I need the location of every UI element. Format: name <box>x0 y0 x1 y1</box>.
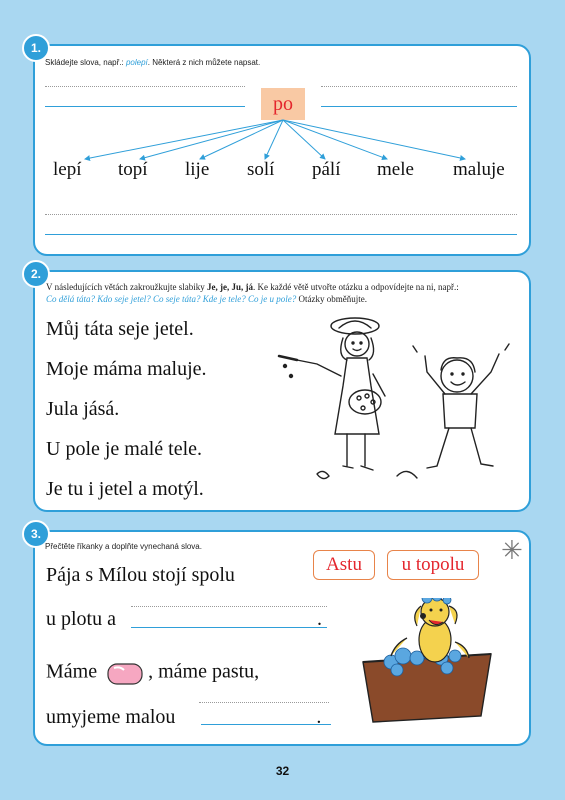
writing-line[interactable] <box>321 106 517 107</box>
word-lije: lije <box>185 159 210 180</box>
exercise-1-card <box>30 41 531 256</box>
exercise-2-number: 2. <box>22 260 50 288</box>
soap-icon <box>104 658 146 688</box>
syllable-box: po <box>261 88 305 120</box>
word-choice-astu[interactable]: Astu <box>313 550 375 580</box>
word-pali: pálí <box>312 159 341 180</box>
page-number: 32 <box>275 764 290 778</box>
arrow <box>283 120 465 159</box>
writing-dotted-line <box>45 86 245 87</box>
arrow <box>85 120 283 159</box>
sentence-4: U pole je malé tele. <box>46 438 203 460</box>
writing-line[interactable] <box>45 234 517 235</box>
arrow <box>265 120 283 159</box>
sentence-1: Můj táta seje jetel. <box>46 318 194 340</box>
word-lepi: lepí <box>53 159 82 180</box>
arrow <box>283 120 387 159</box>
example-questions: Co dělá táta? Kdo seje jetel? Co seje táta? Kde je tele? Co je u pole? <box>46 294 297 304</box>
arrow <box>200 120 283 159</box>
exercise-2-card <box>30 267 531 512</box>
exercise-2-instruction: V následujících větách zakroužkujte slabiky Je, je, Ju, já. Ke každé větě utvořte otázku a odpovídejte na ni, např.: Co dělá táta? Kdo seje jetel? Co seje táta? Kde je tele? Co je u pole? Otázky obměňujte. <box>46 282 459 304</box>
writing-dotted-line <box>131 606 327 607</box>
exercise-3-card <box>30 527 531 746</box>
sentence-2: Moje máma maluje. <box>46 358 207 380</box>
rhyme-line-3: Máme , máme pastu, <box>46 658 259 688</box>
asterisk-icon: ✳ <box>501 536 523 566</box>
exercise-3-instruction: Přečtěte říkanky a doplňte vynechaná slova. <box>45 542 202 551</box>
word-topi: topí <box>118 159 148 180</box>
exercise-1-number: 1. <box>22 34 50 62</box>
word-soli: solí <box>247 159 275 180</box>
word-choice-u-topolu[interactable]: u topolu <box>387 550 479 580</box>
writing-dotted-line <box>321 86 517 87</box>
connecting-arrows <box>35 46 533 258</box>
exercise-1-instruction: Skládejte slova, např.: polepí. Některá z nich můžete napsat. <box>45 58 261 67</box>
arrow <box>140 120 283 159</box>
rhyme-line-4: umyjeme malou . <box>46 706 322 728</box>
writing-dotted-line <box>45 214 517 215</box>
word-mele: mele <box>377 159 414 180</box>
exercise-3-number: 3. <box>22 520 50 548</box>
arrow <box>283 120 325 159</box>
word-maluje: maluje <box>453 159 505 180</box>
answer-line-1[interactable] <box>131 627 327 628</box>
example-word: polepí <box>125 58 148 67</box>
painting-family-illustration <box>277 316 517 496</box>
dog-in-tub-illustration <box>357 598 497 728</box>
rhyme-line-1: Pája s Mílou stojí spolu <box>46 564 235 586</box>
answer-line-2[interactable] <box>201 724 331 725</box>
writing-dotted-line <box>199 702 329 703</box>
writing-line[interactable] <box>45 106 245 107</box>
sentence-5: Je tu i jetel a motýl. <box>46 478 204 500</box>
rhyme-line-2: u plotu a . <box>46 608 322 630</box>
sentence-3: Jula jásá. <box>46 398 120 420</box>
